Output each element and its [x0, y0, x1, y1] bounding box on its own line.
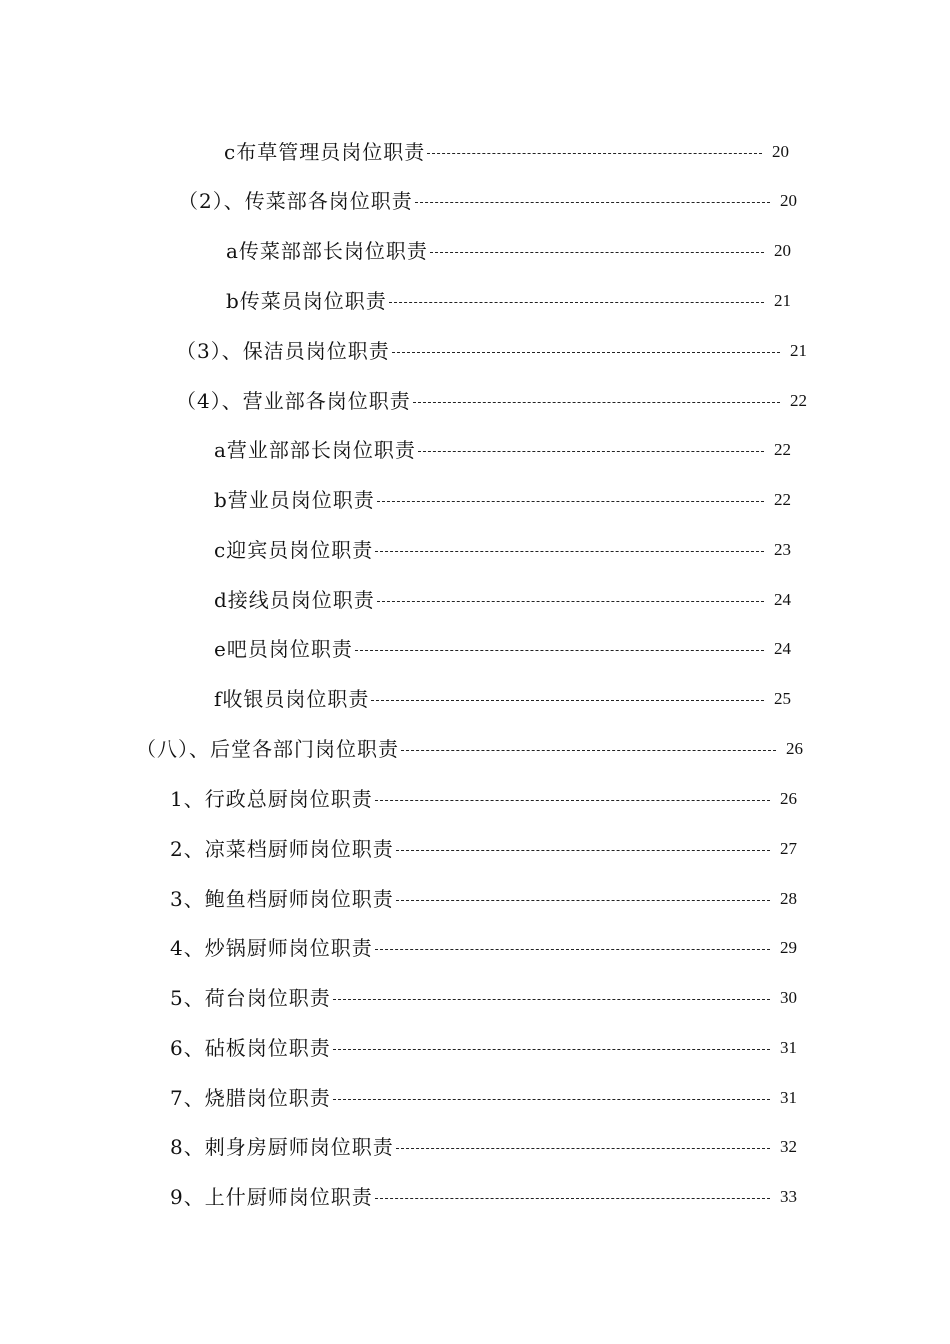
toc-page-number: 22 — [774, 440, 791, 459]
toc-entry-label: a营业部部长岗位职责 — [214, 438, 416, 462]
toc-page-number: 25 — [774, 689, 791, 708]
toc-page-number: 28 — [780, 889, 797, 908]
dot-leader — [418, 451, 764, 452]
toc-entry-label: c布草管理员岗位职责 — [224, 140, 426, 164]
toc-entry[interactable] — [170, 1131, 806, 1163]
dot-leader — [396, 900, 770, 901]
toc-entry-label: 4、炒锅厨师岗位职责 — [170, 936, 373, 960]
toc-entry[interactable] — [224, 136, 798, 168]
toc-entry[interactable] — [170, 1082, 806, 1114]
dot-leader — [371, 700, 764, 701]
toc-entry[interactable] — [170, 932, 806, 964]
toc-entry[interactable] — [136, 733, 812, 765]
toc-page-number: 30 — [780, 988, 797, 1007]
toc-page-number: 26 — [780, 789, 797, 808]
toc-entry[interactable] — [176, 385, 816, 417]
dot-leader — [375, 551, 764, 552]
dot-leader — [333, 1099, 770, 1100]
toc-entry[interactable] — [170, 883, 806, 915]
toc-entry[interactable] — [214, 434, 800, 466]
toc-entry[interactable] — [214, 584, 800, 616]
toc-entry-label: 9、上什厨师岗位职责 — [170, 1185, 373, 1209]
dot-leader — [389, 302, 764, 303]
toc-entry-label: （3）、保洁员岗位职责 — [176, 339, 390, 363]
dot-leader — [375, 949, 770, 950]
toc-page-number: 24 — [774, 590, 791, 609]
toc-entry-label: f收银员岗位职责 — [214, 687, 370, 711]
toc-entry-label: 3、鲍鱼档厨师岗位职责 — [170, 887, 394, 911]
toc-entry-label: 2、凉菜档厨师岗位职责 — [170, 837, 394, 861]
toc-page-number: 21 — [790, 341, 807, 360]
toc-page-number: 22 — [774, 490, 791, 509]
toc-page-number: 24 — [774, 639, 791, 658]
toc-page-number: 27 — [780, 839, 797, 858]
dot-leader — [375, 1198, 770, 1199]
toc-entry[interactable] — [178, 185, 806, 217]
dot-leader — [333, 1049, 770, 1050]
dot-leader — [401, 750, 776, 751]
dot-leader — [392, 352, 780, 353]
toc-page-number: 22 — [790, 391, 807, 410]
toc-entry-label: 7、烧腊岗位职责 — [170, 1086, 331, 1110]
toc-entry[interactable] — [214, 484, 800, 516]
toc-page-number: 21 — [774, 291, 791, 310]
toc-page-number: 33 — [780, 1187, 797, 1206]
toc-page-number: 29 — [780, 938, 797, 957]
toc-entry-label: 1、行政总厨岗位职责 — [170, 787, 373, 811]
toc-entry[interactable] — [226, 285, 800, 317]
toc-page-number: 32 — [780, 1137, 797, 1156]
toc-page-number: 31 — [780, 1088, 797, 1107]
toc-entry[interactable] — [214, 683, 800, 715]
dot-leader — [427, 153, 762, 154]
toc-entry[interactable] — [170, 1032, 806, 1064]
toc-entry-label: e吧员岗位职责 — [214, 637, 353, 661]
dot-leader — [396, 1148, 770, 1149]
dot-leader — [396, 850, 770, 851]
toc-entry-label: （2）、传菜部各岗位职责 — [178, 189, 413, 213]
dot-leader — [355, 650, 764, 651]
toc-entry-label: 6、砧板岗位职责 — [170, 1036, 331, 1060]
dot-leader — [413, 402, 780, 403]
toc-entry-label: d接线员岗位职责 — [214, 588, 375, 612]
toc-entry[interactable] — [170, 833, 806, 865]
toc-page-number: 20 — [780, 191, 797, 210]
toc-entry-label: b营业员岗位职责 — [214, 488, 375, 512]
toc-page-number: 26 — [786, 739, 803, 758]
toc-entry[interactable] — [176, 335, 816, 367]
dot-leader — [375, 800, 770, 801]
toc-entry[interactable] — [226, 235, 800, 267]
toc-entry[interactable] — [170, 982, 806, 1014]
toc-entry-label: 8、刺身房厨师岗位职责 — [170, 1135, 394, 1159]
dot-leader — [377, 601, 764, 602]
toc-entry-label: 5、荷台岗位职责 — [170, 986, 331, 1010]
toc-entry-label: c迎宾员岗位职责 — [214, 538, 374, 562]
toc-entry-label: （4）、营业部各岗位职责 — [176, 389, 411, 413]
toc-page-number: 20 — [774, 241, 791, 260]
dot-leader — [333, 999, 770, 1000]
toc-entry-label: （八）、后堂各部门岗位职责 — [136, 737, 399, 761]
toc-entry[interactable] — [214, 534, 800, 566]
toc-page-number: 23 — [774, 540, 791, 559]
toc-entry-label: a传菜部部长岗位职责 — [226, 239, 428, 263]
dot-leader — [430, 252, 764, 253]
toc-entry[interactable] — [170, 1181, 806, 1213]
toc-page-number: 20 — [772, 142, 789, 161]
toc-page-number: 31 — [780, 1038, 797, 1057]
dot-leader — [415, 202, 770, 203]
toc-entry-label: b传菜员岗位职责 — [226, 289, 387, 313]
toc-entry[interactable] — [214, 633, 800, 665]
dot-leader — [377, 501, 764, 502]
toc-entry[interactable] — [170, 783, 806, 815]
